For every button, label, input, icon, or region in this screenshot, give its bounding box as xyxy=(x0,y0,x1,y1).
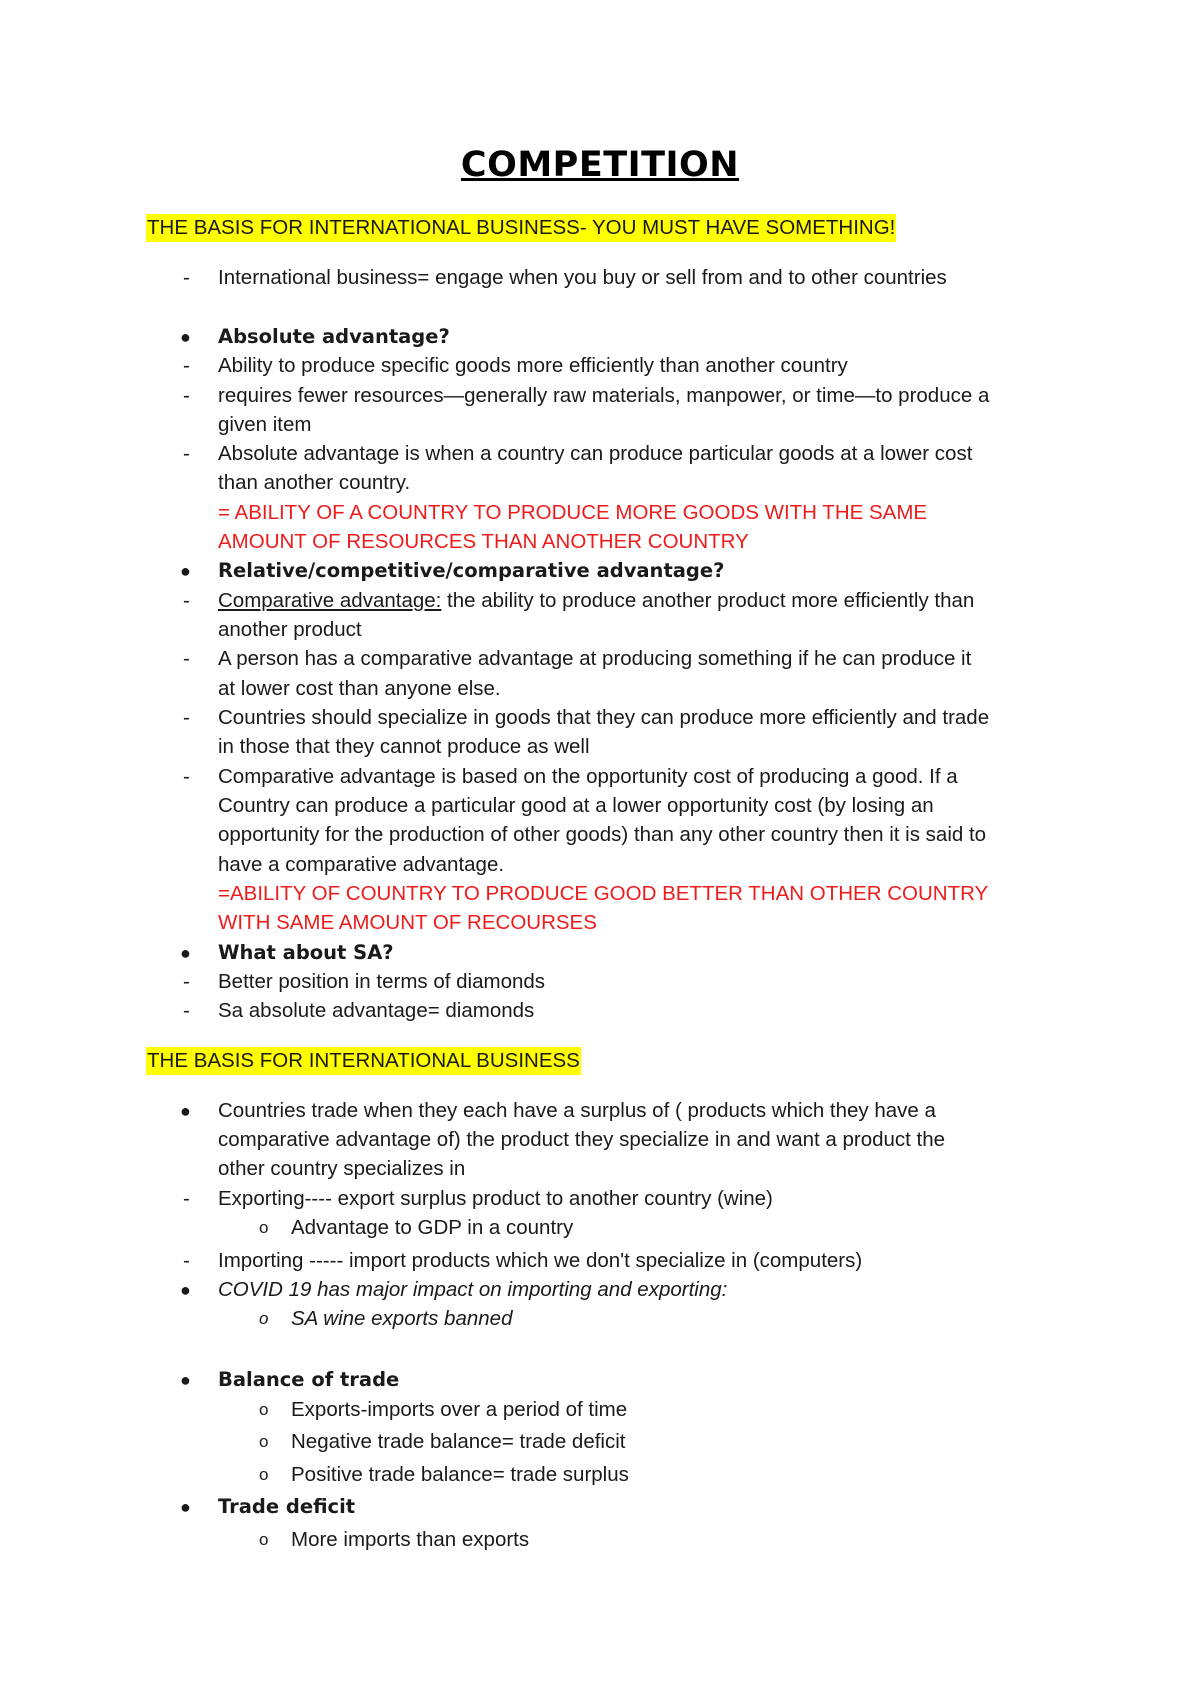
bullet-icon: ● xyxy=(180,561,191,581)
list-item-continued: at lower cost than anyone else. xyxy=(218,677,501,700)
list-item: COVID 19 has major impact on importing and exporting: xyxy=(218,1278,728,1301)
list-item-continued: given item xyxy=(218,413,312,436)
circle-bullet-icon: o xyxy=(259,1218,269,1237)
bullet-icon: ● xyxy=(180,327,191,347)
dash-marker: - xyxy=(183,765,190,788)
bullet-icon: ● xyxy=(180,1280,191,1300)
subheading: Balance of trade xyxy=(218,1368,400,1391)
sub-list-item: More imports than exports xyxy=(291,1528,530,1551)
list-item-continued: Country can produce a particular good at a lower opportunity cost (by losing an xyxy=(218,794,934,817)
section-heading-highlighted: THE BASIS FOR INTERNATIONAL BUSINESS xyxy=(146,1047,581,1075)
circle-bullet-icon: o xyxy=(259,1465,269,1484)
bullet-icon: ● xyxy=(180,943,191,963)
bullet-icon: ● xyxy=(180,1370,191,1390)
list-item-continued: opportunity for the production of other goods) than any other country then it is said to xyxy=(218,823,987,846)
underlined-term: Comparative advantage: xyxy=(218,589,442,612)
dash-marker: - xyxy=(183,1187,190,1210)
sub-list-item: Exports-imports over a period of time xyxy=(291,1398,628,1421)
section-heading-highlighted: THE BASIS FOR INTERNATIONAL BUSINESS- YOU MUST HAVE SOMETHING! xyxy=(146,214,896,242)
dash-marker: - xyxy=(183,384,190,407)
list-item: requires fewer resources—generally raw materials, manpower, or time—to produce a xyxy=(218,384,990,407)
list-item: Sa absolute advantage= diamonds xyxy=(218,999,535,1022)
circle-bullet-icon: o xyxy=(259,1530,269,1549)
sub-list-item: Positive trade balance= trade surplus xyxy=(291,1463,629,1486)
list-item xyxy=(218,587,974,615)
circle-bullet-icon: o xyxy=(259,1400,269,1419)
subheading: Trade deficit xyxy=(218,1495,356,1518)
red-note: AMOUNT OF RESOURCES THAN ANOTHER COUNTRY xyxy=(218,530,749,553)
sub-list-item: Negative trade balance= trade deficit xyxy=(291,1430,626,1453)
dash-marker: - xyxy=(183,647,190,670)
list-item: Better position in terms of diamonds xyxy=(218,970,546,993)
list-item: Ability to produce specific goods more efficiently than another country xyxy=(218,354,848,377)
list-item: A person has a comparative advantage at producing something if he can produce it xyxy=(218,647,972,670)
subheading: Absolute advantage? xyxy=(218,325,450,348)
dash-marker: - xyxy=(183,970,190,993)
list-item: Comparative advantage is based on the opportunity cost of producing a good. If a xyxy=(218,765,958,788)
red-note: = ABILITY OF A COUNTRY TO PRODUCE MORE GOODS WITH THE SAME xyxy=(218,501,928,524)
list-item-continued: in those that they cannot produce as well xyxy=(218,735,590,758)
dash-marker: - xyxy=(183,589,190,612)
bullet-icon: ● xyxy=(180,1101,191,1121)
page-title: COMPETITION xyxy=(460,145,740,185)
dash-marker: - xyxy=(183,442,190,465)
list-item-continued: comparative advantage of) the product they specialize in and want a product the xyxy=(218,1128,946,1151)
list-item-continued: have a comparative advantage. xyxy=(218,853,505,876)
red-note: WITH SAME AMOUNT OF RECOURSES xyxy=(218,911,597,934)
list-item: Exporting---- export surplus product to another country (wine) xyxy=(218,1187,773,1210)
red-note: =ABILITY OF COUNTRY TO PRODUCE GOOD BETTER THAN OTHER COUNTRY xyxy=(218,882,989,905)
bullet-icon: ● xyxy=(180,1497,191,1517)
list-item: Absolute advantage is when a country can produce particular goods at a lower cost xyxy=(218,442,973,465)
list-item-continued: than another country. xyxy=(218,471,411,494)
dash-marker: - xyxy=(183,706,190,729)
subheading: Relative/competitive/comparative advantage? xyxy=(218,559,725,582)
sub-list-item: Advantage to GDP in a country xyxy=(291,1216,574,1239)
list-item-continued: other country specializes in xyxy=(218,1157,466,1180)
list-item-text: the ability to produce another product more efficiently than xyxy=(441,589,975,612)
list-item: Countries trade when they each have a surplus of ( products which they have a xyxy=(218,1099,936,1122)
sub-list-item: SA wine exports banned xyxy=(291,1307,513,1330)
list-item: International business= engage when you buy or sell from and to other countries xyxy=(218,266,947,289)
dash-marker: - xyxy=(183,354,190,377)
list-item: Importing ----- import products which we don't specialize in (computers) xyxy=(218,1249,863,1272)
circle-bullet-icon: o xyxy=(259,1309,269,1328)
list-item: Countries should specialize in goods that they can produce more efficiently and trade xyxy=(218,706,990,729)
dash-marker: - xyxy=(183,1249,190,1272)
dash-marker: - xyxy=(183,999,190,1022)
circle-bullet-icon: o xyxy=(259,1432,269,1451)
subheading: What about SA? xyxy=(218,941,394,964)
dash-marker: - xyxy=(183,266,190,289)
list-item-continued: another product xyxy=(218,618,362,641)
